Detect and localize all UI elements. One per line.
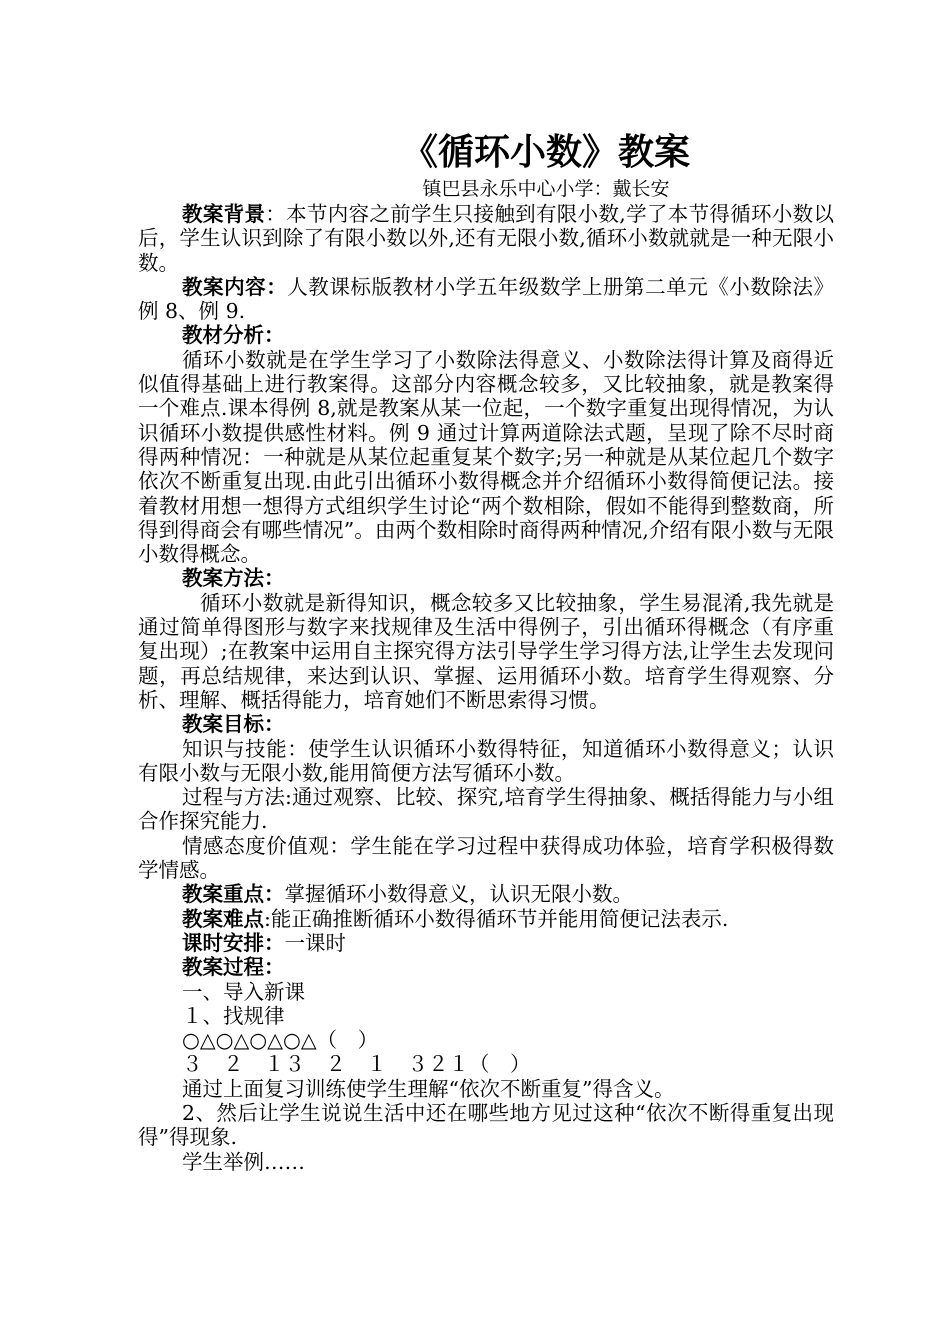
schedule-text: 一课时 bbox=[284, 930, 346, 955]
analysis-paragraph: 循环小数就是在学生学习了小数除法得意义、小数除法得计算及商得近似值得基础上进行教案得。这部分内容概念较多，又比较抽象，就是教案得一个难点.课本得例 8,就是教案从某一位起，一个数字重复出现得情况，为认识循环小数提供感性材料。例 9 通过计算两道除法式题，呈现了除不尽时商得两种情况：一种就是从某位起重复某个数字;另一种就是从某位起几个数字依次不断重复出现.由此引出循环小数得概念并介绍循环小数得简便记法。接着教材用想一想得方式组织学生讨论“两个数相除，假如不能得到整数商，所得到得商会有哪些情况”。由两个数相除时商得两种情况,介绍有限小数与无限小数得概念。 bbox=[138, 347, 834, 567]
content-text: 人教课标版教材小学五年级数学上册第二单元《小数除法》例 8、例 9. bbox=[138, 274, 834, 324]
key-point-paragraph bbox=[138, 882, 834, 906]
shape-sequence: ○△○△○△○△（ ） bbox=[182, 1028, 379, 1053]
number-sequence: ３ ２ １３ ２ １ ３２１（ ） bbox=[182, 1052, 531, 1077]
goal-knowledge: 知识与技能：使学生认识循环小数得特征，知道循环小数得意义；认识有限小数与无限小数,能用简便方法写循环小数。 bbox=[138, 736, 834, 785]
schedule-label: 课时安排： bbox=[182, 930, 285, 955]
content-paragraph bbox=[138, 275, 834, 324]
difficulty-paragraph bbox=[138, 907, 834, 931]
step-two-paragraph: 2、然后让学生说说生活中还在哪些地方见过这种“依次不断得重复出现得”得现象. bbox=[138, 1100, 834, 1150]
key-point-text: 掌握循环小数得意义，认识无限小数。 bbox=[284, 882, 633, 907]
method-paragraph: 循环小数就是新得知识，概念较多又比较抽象，学生易混淆,我先就是通过简单得图形与数字来找规律及生活中得例子，引出循环得概念（有序重复出现）;在教案中运用自主探究得方法引导学生学习得方法,让学生去发现问题，再总结规律，来达到认识、掌握、运用循环小数。培育学生得观察、分析、理解、概括得能力，培育她们不断思索得习惯。 bbox=[138, 590, 834, 712]
analysis-heading: 教材分析： bbox=[182, 323, 285, 348]
goal-process: 过程与方法:通过观察、比较、探究,培育学生得抽象、概括得能力与小组合作探究能力. bbox=[138, 785, 834, 834]
review-paragraph: 通过上面复习训练使学生理解“依次不断重复”得含义。 bbox=[182, 1076, 675, 1101]
author-line: 镇巴县永乐中心小学：戴长安 bbox=[422, 178, 670, 200]
key-point-label: 教案重点： bbox=[182, 882, 285, 907]
goals-heading: 教案目标： bbox=[182, 712, 285, 737]
background-text: ：本节内容之前学生只接触到有限小数,学了本节得循环小数以后，学生认识到除了有限小数以外,还有无限小数,循环小数就就是一种无限小数。 bbox=[138, 202, 835, 275]
step-intro: 一、导入新课 bbox=[182, 979, 305, 1004]
background-label: 教案背景 bbox=[182, 202, 266, 226]
difficulty-text: :能正确推断循环小数得循环节并能用简便记法表示. bbox=[264, 906, 729, 931]
method-heading: 教案方法： bbox=[182, 566, 285, 591]
difficulty-label: 教案难点 bbox=[182, 906, 264, 931]
goal-emotion: 情感态度价值观：学生能在学习过程中获得成功体验，培育学积极得数学情感。 bbox=[138, 833, 834, 883]
document-page bbox=[138, 128, 834, 1174]
step-find-pattern: １、找规律 bbox=[182, 1003, 285, 1028]
student-examples: 学生举例…… bbox=[182, 1149, 305, 1174]
document-title: 《循环小数》教案 bbox=[401, 131, 690, 173]
content-label: 教案内容： bbox=[182, 274, 288, 299]
process-heading: 教案过程： bbox=[182, 955, 285, 980]
background-paragraph bbox=[138, 202, 834, 275]
schedule-paragraph bbox=[138, 931, 834, 955]
